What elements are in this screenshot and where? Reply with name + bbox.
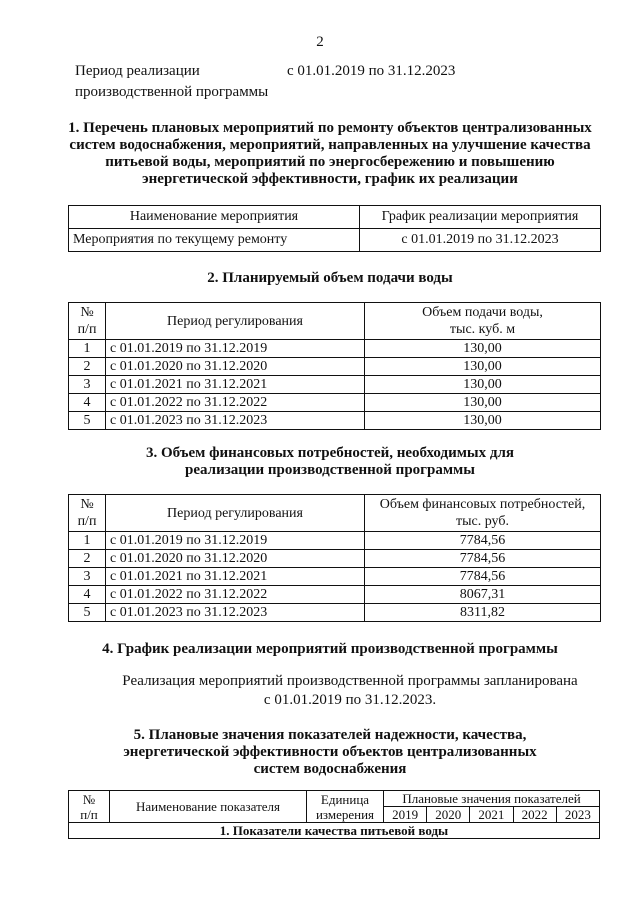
row-period: с 01.01.2021 по 31.12.2021 [106,568,365,586]
col-year: 2019 [384,807,427,823]
section5-heading-line2: энергетической эффективности объектов централизованных [123,744,537,760]
row-period: с 01.01.2022 по 31.12.2022 [106,586,365,604]
row-volume: 130,00 [365,412,601,430]
col-indicator-name: Наименование показателя [110,791,307,823]
row-number: 2 [69,550,106,568]
row-period: с 01.01.2020 по 31.12.2020 [106,358,365,376]
row-number: 3 [69,376,106,394]
table-header-row [69,495,601,532]
water-supply-table [68,302,601,430]
row-number: 1 [69,532,106,550]
table-header-row [69,206,601,229]
col-number [69,791,110,823]
col-number-line1: № [80,497,94,512]
col-volume-line2: тыс. куб. м [449,322,516,337]
table-row [69,340,601,358]
section4-text-line2: с 01.01.2019 по 31.12.2023. [263,692,437,708]
table-row [69,823,600,839]
row-period: с 01.01.2022 по 31.12.2022 [106,394,365,412]
row-financial-volume: 7784,56 [365,550,601,568]
table-row [69,229,601,252]
row-period: с 01.01.2021 по 31.12.2021 [106,376,365,394]
section2-heading: 2. Планируемый объем подачи воды [207,270,453,286]
section5-heading [60,727,600,778]
row-number: 5 [69,412,106,430]
col-unit-line1: Единица [320,791,370,807]
table-header-row [69,791,600,807]
row-period: с 01.01.2020 по 31.12.2020 [106,550,365,568]
indicators-table [68,790,600,839]
col-measure-name: Наименование мероприятия [69,206,360,229]
table-row [69,412,601,430]
section4-text [80,672,620,710]
col-measure-schedule: График реализации мероприятия [360,206,601,229]
row-number: 3 [69,568,106,586]
row-financial-volume: 8067,31 [365,586,601,604]
row-period: с 01.01.2019 по 31.12.2019 [106,340,365,358]
col-financial-volume [365,495,601,532]
row-financial-volume: 8311,82 [365,604,601,622]
period-label-line1: Период реализации [75,63,200,79]
col-year: 2020 [427,807,470,823]
col-number-line2: п/п [77,322,97,337]
row-volume: 130,00 [365,358,601,376]
measures-table [68,205,601,252]
table-row [69,550,601,568]
col-number-line1: № [82,791,96,807]
col-year: 2021 [470,807,513,823]
section4-text-line1: Реализация мероприятий производственной программы запланирована [122,673,578,689]
col-unit-line2: измерения [315,806,375,822]
row-number: 2 [69,358,106,376]
table-row [69,394,601,412]
col-year: 2023 [556,807,599,823]
measure-name-cell: Мероприятия по текущему ремонту [69,229,360,252]
col-period: Период регулирования [106,303,365,340]
subsection-title: 1. Показатели качества питьевой воды [69,823,600,839]
measure-schedule-cell: с 01.01.2019 по 31.12.2023 [360,229,601,252]
section4-heading: 4. График реализации мероприятий производственной программы [102,641,558,657]
financial-needs-table [68,494,601,622]
row-volume: 130,00 [365,340,601,358]
table-header-row [69,303,601,340]
table-row [69,376,601,394]
row-volume: 130,00 [365,394,601,412]
table-row [69,586,601,604]
section3-heading-line2: реализации производственной программы [185,462,475,478]
section3-heading [60,445,600,479]
row-volume: 130,00 [365,376,601,394]
table-row [69,568,601,586]
col-financial-volume-line2: тыс. руб. [456,514,509,529]
row-number: 4 [69,586,106,604]
col-volume [365,303,601,340]
row-financial-volume: 7784,56 [365,568,601,586]
row-period: с 01.01.2019 по 31.12.2019 [106,532,365,550]
row-financial-volume: 7784,56 [365,532,601,550]
col-number-line2: п/п [77,514,97,529]
col-year: 2022 [513,807,556,823]
section5-heading-line1: 5. Плановые значения показателей надежности, качества, [133,727,527,743]
col-unit [307,791,384,823]
row-number: 5 [69,604,106,622]
col-period: Период регулирования [106,495,365,532]
row-period: с 01.01.2023 по 31.12.2023 [106,412,365,430]
section5-heading-line3: систем водоснабжения [253,761,407,777]
col-number-line2: п/п [80,806,98,822]
period-label [75,61,295,103]
table-row [69,532,601,550]
col-volume-line1: Объем подачи воды, [422,305,543,320]
row-period: с 01.01.2023 по 31.12.2023 [106,604,365,622]
col-financial-volume-line1: Объем финансовых потребностей, [379,497,586,512]
period-label-line2: производственной программы [75,84,269,100]
section3-heading-line1: 3. Объем финансовых потребностей, необходимых для [145,445,515,461]
col-planned-values: Плановые значения показателей [384,791,600,807]
page-number: 2 [316,34,324,50]
table-row [69,358,601,376]
period-value: с 01.01.2019 по 31.12.2023 [287,63,456,79]
col-number [69,495,106,532]
row-number: 1 [69,340,106,358]
col-number-line1: № [80,305,94,320]
row-number: 4 [69,394,106,412]
table-row [69,604,601,622]
section1-heading: 1. Перечень плановых мероприятий по ремонту объектов централизованных систем водоснабжения, мероприятий, направленных на улучшение качества питьевой воды, мероприятий по энергосбережению и повышению энергетической эффективности, график их реализации [68,120,592,187]
col-number [69,303,106,340]
